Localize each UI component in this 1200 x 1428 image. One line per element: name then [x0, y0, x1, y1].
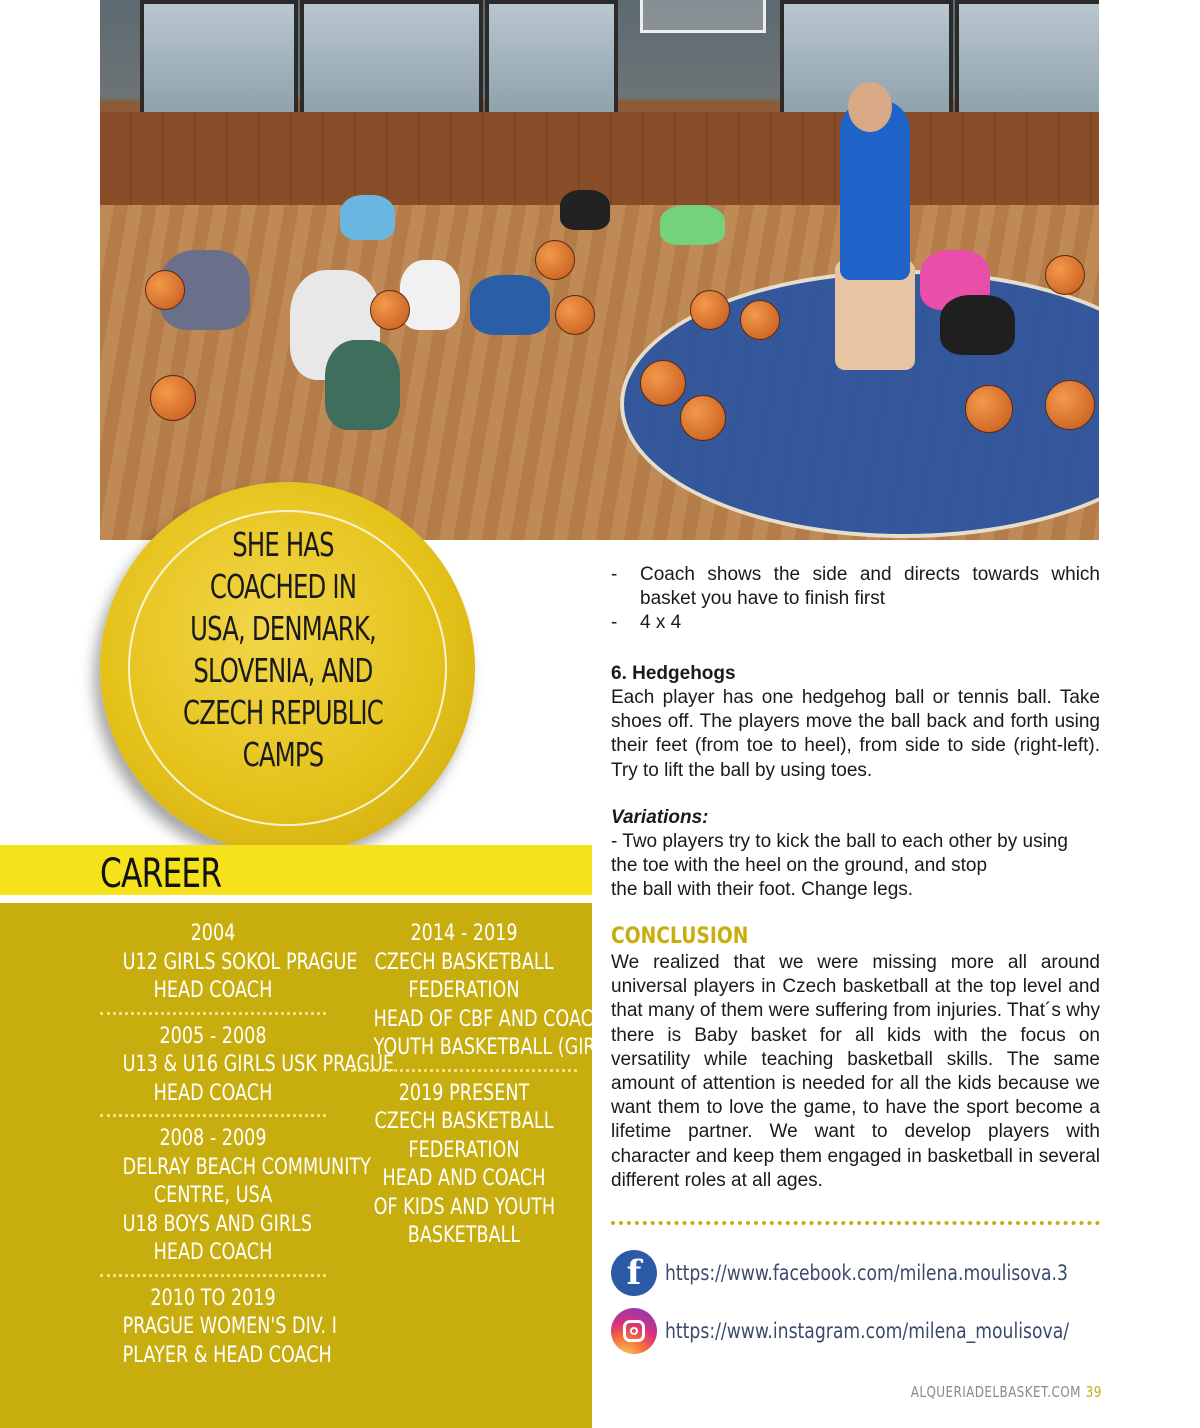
career-title: CAREER	[100, 851, 222, 897]
basketball	[740, 300, 780, 340]
basketball	[145, 270, 185, 310]
career-header-bar	[0, 845, 592, 895]
career-role: BASKETBALL	[407, 1223, 521, 1248]
instagram-icon[interactable]	[611, 1308, 657, 1354]
instagram-link[interactable]	[611, 1308, 1158, 1354]
child	[325, 340, 400, 430]
facebook-url[interactable]: https://www.facebook.com/milena.moulisova.3	[665, 1261, 1068, 1285]
variations-line: the ball with their foot. Change legs.	[611, 879, 914, 901]
career-entry	[374, 1080, 555, 1251]
career-team: CZECH BASKETBALL	[374, 949, 554, 975]
conclusion-heading: CONCLUSION	[611, 924, 749, 949]
career-entry	[122, 1285, 337, 1371]
career-years: 2010 TO 2019	[150, 1285, 276, 1311]
career-team: U13 & U16 GIRLS USK PRAGUE	[122, 1052, 394, 1077]
backboard	[640, 0, 766, 33]
gym-window	[140, 0, 298, 118]
basketball	[150, 375, 196, 421]
child	[470, 275, 550, 335]
career-role: HEAD COACH	[153, 1080, 273, 1106]
site-name: ALQUERIADELBASKET.COM	[911, 1383, 1082, 1401]
badge-line: SHE HAS	[232, 525, 334, 564]
career-years: 2008 - 2009	[159, 1126, 267, 1151]
variations-line: the toe with the heel on the ground, and stop	[611, 855, 988, 877]
dotted-divider	[611, 1221, 1100, 1225]
badge-line: CZECH REPUBLIC	[183, 693, 383, 732]
list-item	[611, 611, 1100, 635]
hedgehogs-heading: 6. Hedgehogs	[611, 663, 736, 684]
bullet-dash: -	[611, 612, 618, 634]
facebook-icon[interactable]: f	[611, 1250, 657, 1296]
bullet-text: 4 x 4	[640, 612, 682, 634]
badge-line: SLOVENIA, AND	[193, 651, 373, 690]
career-team: U18 BOYS AND GIRLS	[122, 1211, 313, 1237]
page-footer	[911, 1383, 1102, 1401]
conclusion-body: We realized that we were missing more all around universal players in Czech basketball at the top level and that many of them were suffering from injuries. That´s why there is Baby basket for all kids with the focus on versatility while teaching basketball skills. The same amount of attention is needed for all the kids because we want them to love the game, to have the sport become a lifetime partner. We want to develop players with character and keep them engaged in basketball in several different roles at all ages.	[611, 952, 1100, 1191]
child	[340, 195, 395, 240]
career-entry	[373, 920, 636, 1063]
career-role: HEAD COACH	[153, 978, 273, 1003]
career-role: YOUTH BASKETBALL (GIRLS)	[373, 1035, 624, 1060]
page-number: 39	[1085, 1383, 1102, 1401]
career-years: 2019 PRESENT	[398, 1080, 530, 1106]
badge-text	[156, 524, 410, 776]
gym-window	[955, 0, 1099, 118]
gym-window	[485, 0, 618, 118]
basketball	[690, 290, 730, 330]
career-role: HEAD AND COACH	[382, 1166, 546, 1191]
list-item	[611, 563, 1100, 611]
bullet-text: Coach shows the side and directs towards which basket you have to finish first	[640, 564, 1100, 610]
career-team: DELRAY BEACH COMMUNITY	[122, 1154, 371, 1180]
bullet-dash: -	[611, 564, 618, 585]
dotted-divider	[100, 1274, 326, 1277]
career-entry	[122, 920, 358, 1006]
hero-photo	[100, 0, 1099, 540]
career-column-left	[100, 920, 394, 1370]
career-role: PLAYER & HEAD COACH	[122, 1342, 332, 1368]
career-role: HEAD OF CBF AND COACH OF	[373, 1006, 636, 1032]
career-team: U12 GIRLS SOKOL PRAGUE	[122, 949, 358, 975]
career-years: 2005 - 2008	[159, 1023, 267, 1049]
variations-line: - Two players try to kick the ball to each other by using	[611, 831, 1068, 852]
career-team: FEDERATION	[408, 1137, 520, 1163]
basketball	[965, 385, 1013, 433]
basketball	[1045, 380, 1095, 430]
basketball	[555, 295, 595, 335]
child	[660, 205, 725, 245]
career-entry	[122, 1023, 394, 1109]
child	[560, 190, 610, 230]
hedgehogs-body: Each player has one hedgehog ball or tennis ball. Take shoes off. The players move the ball back and forth using their feet (from toe to heel), from side to side (right-left). Try to lift the ball by using toes.	[611, 687, 1100, 781]
career-role: HEAD COACH	[153, 1240, 273, 1265]
variations-body	[611, 830, 1100, 903]
career-entry	[122, 1125, 371, 1268]
coach	[848, 82, 892, 132]
dotted-divider	[351, 1069, 577, 1072]
child	[940, 295, 1015, 355]
bullet-list	[611, 563, 1100, 636]
dotted-divider	[100, 1012, 326, 1015]
career-column-right	[351, 920, 636, 1251]
basketball	[535, 240, 575, 280]
career-team: PRAGUE WOMEN'S DIV. I	[122, 1314, 337, 1339]
career-years: 2004	[190, 921, 236, 946]
instagram-url[interactable]: https://www.instagram.com/milena_moulisova/	[665, 1319, 1070, 1343]
basketball	[1045, 255, 1085, 295]
badge-line: CAMPS	[242, 735, 324, 774]
badge-line: COACHED IN	[209, 567, 357, 606]
career-years: 2014 - 2019	[410, 921, 518, 946]
badge-line: USA, DENMARK,	[190, 609, 376, 648]
career-role: OF KIDS AND YOUTH	[373, 1194, 556, 1220]
child	[400, 260, 460, 330]
dotted-divider	[100, 1114, 326, 1117]
career-team: CENTRE, USA	[153, 1183, 273, 1208]
career-team: CZECH BASKETBALL	[374, 1109, 554, 1134]
facebook-link[interactable]	[611, 1250, 1156, 1296]
basketball	[680, 395, 726, 441]
variations-heading: Variations:	[611, 807, 709, 828]
basketball	[370, 290, 410, 330]
career-team: FEDERATION	[408, 978, 520, 1003]
basketball	[640, 360, 686, 406]
gym-window	[300, 0, 483, 118]
